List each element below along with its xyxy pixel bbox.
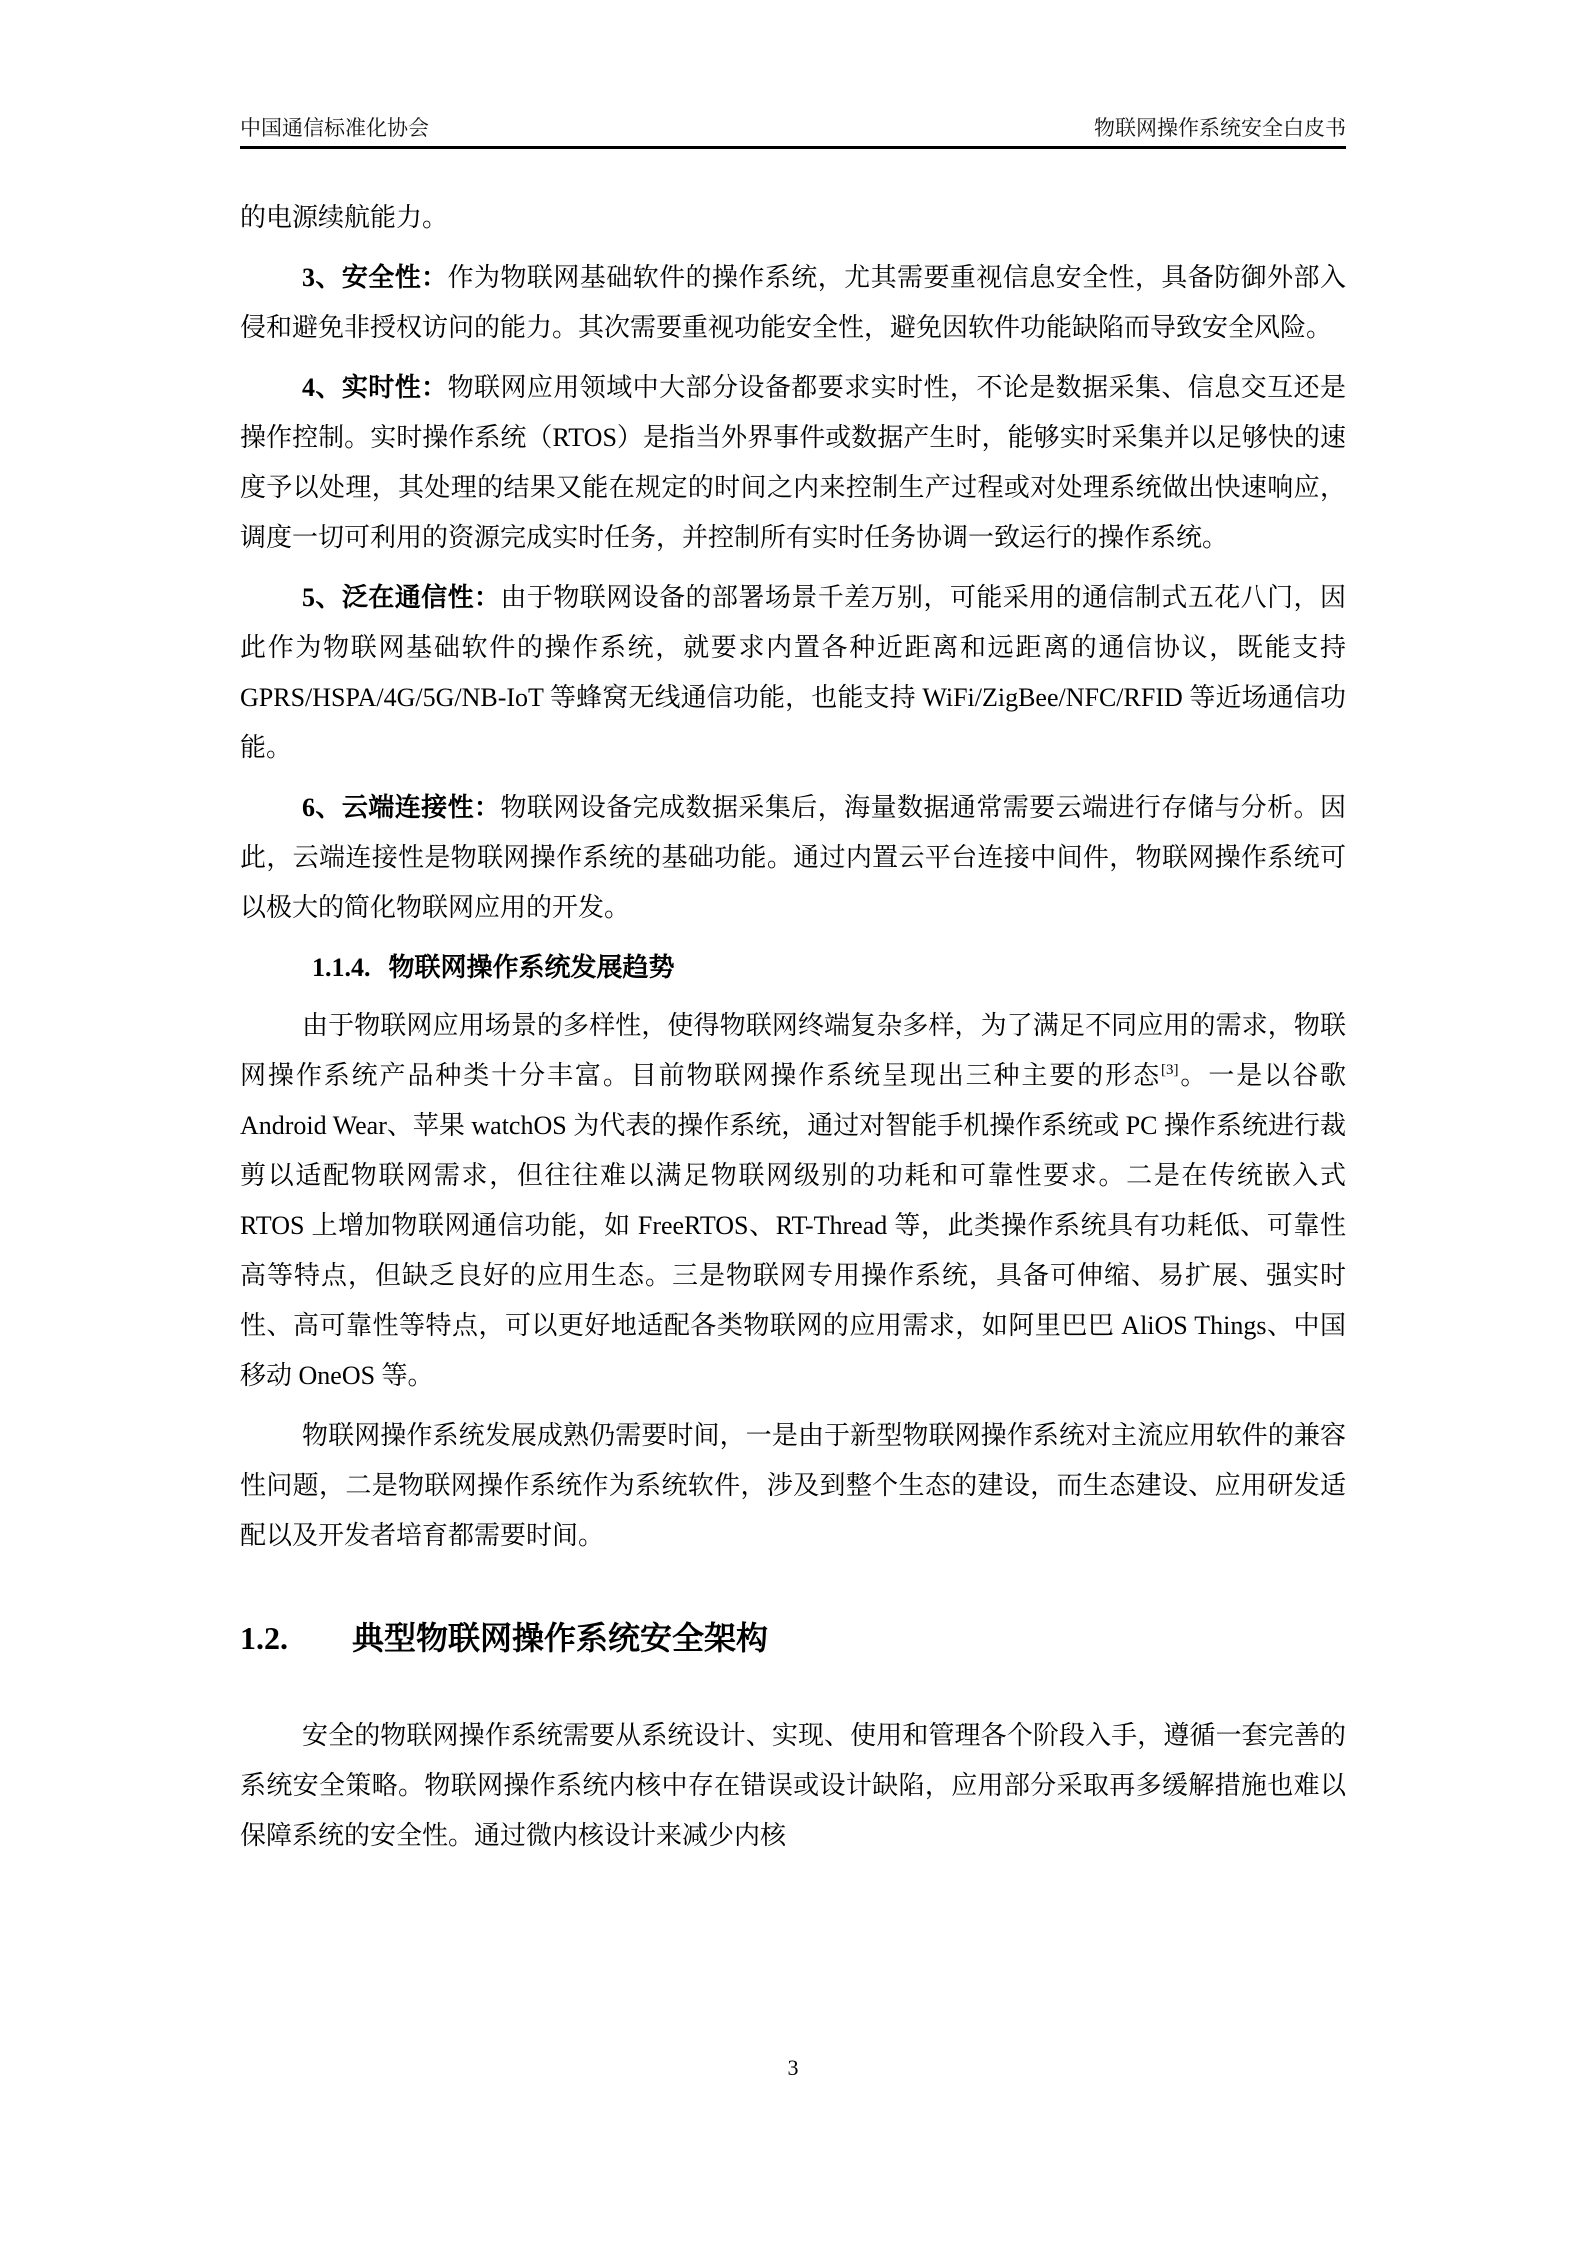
page-header xyxy=(240,112,1346,146)
section-heading xyxy=(240,1613,1346,1663)
paragraph-ubiquitous-communication xyxy=(240,573,1346,773)
paragraph-cloud-connectivity xyxy=(240,783,1346,933)
section-title: 典型物联网操作系统安全架构 xyxy=(352,1620,769,1656)
paragraph-trends xyxy=(240,1001,1346,1401)
paragraph-lead: 6、云端连接性： xyxy=(302,793,501,822)
paragraph-text: 作为物联网基础软件的操作系统，尤其需要重视信息安全性，具备防御外部入侵和避免非授权访问的能力。其次需要重视功能安全性，避免因软件功能缺陷而导致安全风险。 xyxy=(240,263,1346,342)
paragraph-lead: 3、安全性： xyxy=(302,263,448,292)
paragraph-lead: 4、实时性： xyxy=(302,373,448,402)
citation-reference[interactable]: [3] xyxy=(1161,1062,1179,1078)
page-number: 3 xyxy=(787,2055,799,2080)
paragraph-text: 由于物联网应用场景的多样性，使得物联网终端复杂多样，为了满足不同应用的需求，物联网操作系统产品种类十分丰富。目前物联网操作系统呈现出三种主要的形态 xyxy=(240,1011,1346,1090)
paragraph-realtime xyxy=(240,363,1346,563)
header-organization: 中国通信标准化协会 xyxy=(240,116,429,140)
paragraph-continuation: 的电源续航能力。 xyxy=(240,203,449,232)
paragraph-security-architecture: 安全的物联网操作系统需要从系统设计、实现、使用和管理各个阶段入手，遵循一套完善的系统安全策略。物联网操作系统内核中存在错误或设计缺陷，应用部分采取再多缓解措施也难以保障系统的安全性。通过微内核设计来减少内核 xyxy=(240,1721,1346,1850)
paragraph-text: 物联网设备完成数据采集后，海量数据通常需要云端进行存储与分析。因此，云端连接性是物联网操作系统的基础功能。通过内置云平台连接中间件，物联网操作系统可以极大的简化物联网应用的开发。 xyxy=(240,793,1346,922)
subsection-number: 1.1.4. xyxy=(312,953,371,982)
paragraph-text: 由于物联网设备的部署场景千差万别，可能采用的通信制式五花八门，因此作为物联网基础软件的操作系统，就要求内置各种近距离和远距离的通信协议，既能支持 GPRS/HSPA/4G/5G/NB-IoT 等蜂窝无线通信功能，也能支持 WiFi/ZigBee/NFC/RFID 等近场通信功能。 xyxy=(240,583,1346,762)
paragraph-security xyxy=(240,253,1346,353)
section-number: 1.2. xyxy=(240,1620,288,1656)
page-body xyxy=(240,193,1346,1871)
header-divider xyxy=(240,146,1346,149)
paragraph-lead: 5、泛在通信性： xyxy=(302,583,501,612)
header-document-title: 物联网操作系统安全白皮书 xyxy=(1094,116,1346,140)
subsection-title: 物联网操作系统发展趋势 xyxy=(388,953,675,982)
paragraph-text: 。一是以谷歌 Android Wear、苹果 watchOS 为代表的操作系统，通过对智能手机操作系统或 PC 操作系统进行裁剪以适配物联网需求，但往往难以满足物联网级别的功耗和可靠性要求。二是在传统嵌入式 RTOS 上增加物联网通信功能，如 FreeRTOS、RT-Thread 等，此类操作系统具有功耗低、可靠性高等特点，但缺乏良好的应用生态。三是物联网专用操作系统，具备可伸缩、易扩展、强实时性、高可靠性等特点，可以更好地适配各类物联网的应用需求，如阿里巴巴 AliOS Things、中国移动 OneOS 等。 xyxy=(240,1061,1347,1390)
paragraph-maturity: 物联网操作系统发展成熟仍需要时间，一是由于新型物联网操作系统对主流应用软件的兼容性问题，二是物联网操作系统作为系统软件，涉及到整个生态的建设，而生态建设、应用研发适配以及开发者培育都需要时间。 xyxy=(240,1421,1346,1550)
subsection-heading xyxy=(240,943,1346,993)
paragraph-text: 物联网应用领域中大部分设备都要求实时性，不论是数据采集、信息交互还是操作控制。实时操作系统（RTOS）是指当外界事件或数据产生时，能够实时采集并以足够快的速度予以处理，其处理的结果又能在规定的时间之内来控制生产过程或对处理系统做出快速响应，调度一切可利用的资源完成实时任务，并控制所有实时任务协调一致运行的操作系统。 xyxy=(240,373,1346,552)
